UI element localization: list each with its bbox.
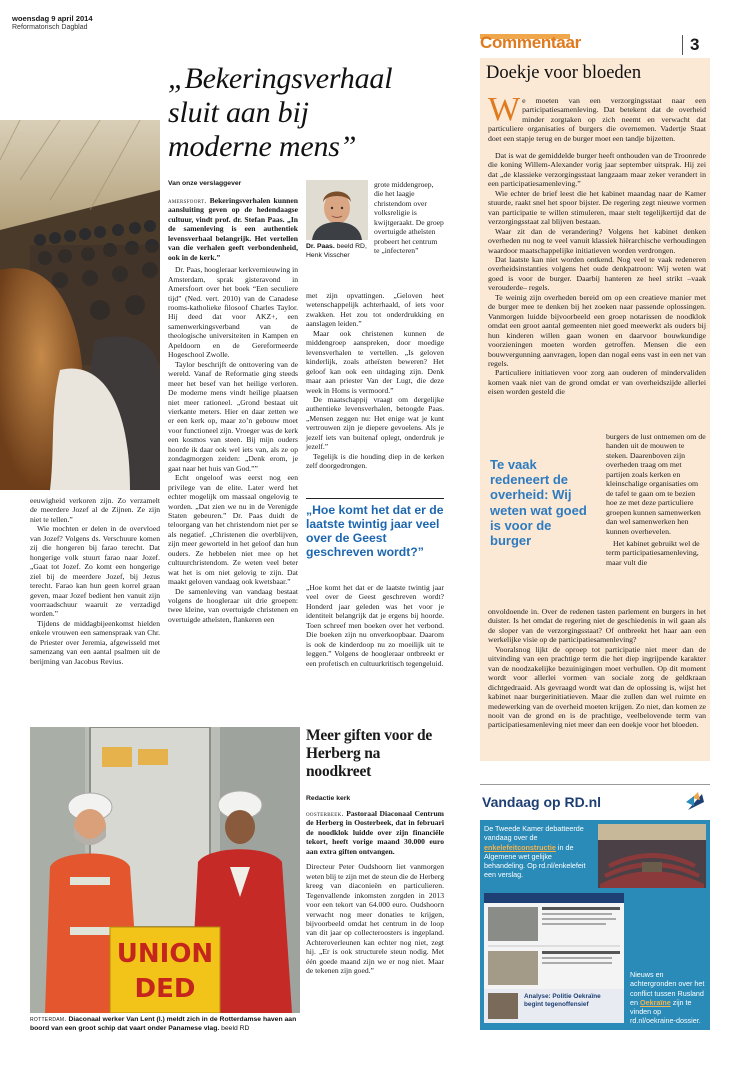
section-label: Commentaar (480, 33, 581, 52)
commentary-first-para: e moeten van een verzorgingsstaat naar een participatiesamenleving. Dat betekent dat de overheid minder zorgtaken op zich neemt en verwacht dat particuliere organisaties of burgers die overnemen. Vadertje Staat doet een stapje terug en de burger moet een tandje bijzetten. (488, 96, 706, 143)
harbour-photo-image (30, 727, 300, 1013)
herberg-body (306, 809, 444, 976)
issue-date: woensdag 9 april 2014 (12, 14, 93, 23)
harbour-photo (30, 727, 300, 1013)
website-screenshot (484, 893, 624, 1023)
main-paragraph: Echt ongeloof was eerst nog een privilege van de elite. Later werd het echter mogelijk om massaal ongelovig te worden. „Dat zien we nu in de Verenigde Staten gebeuren.” Dr. Paas duidt de teloorgang van het christendom niet per se als negatief. „Christenen die overblijven, zijn meer geworteld in het geloof dan hun ouders. Ze hebbelen niet mee op het cultuurchristendom. Ze weten veel beter wat het is om niet gelovig te zijn. Dat maakt geloven vandaag ook kwetsbaar.” (168, 473, 298, 587)
sign-text-ded: DED (134, 974, 196, 1004)
main-byline: Van onze verslaggever (168, 180, 242, 187)
harbour-caption-text: Diaconaal werker Van Lent (l.) meldt zich in de Rotterdamse haven aan boord van een groot schip dat vaart onder Panamese vlag. (30, 1016, 297, 1032)
rd-box-bottom-post: zijn te vinden op rd.nl/oekraine-dossier. (630, 997, 701, 1026)
herberg-lead: Pastoraal Diaconaal Centrum de Herberg in Oosterbeek, dat in februari de noodklok luidde over zijn financiële tekort, heeft vorige maand 30.000 euro aan extra giften ontvangen. (306, 809, 444, 856)
harbour-caption-credit: beeld RD (221, 1024, 250, 1032)
website-screenshot-heading: Analyse: Politie Oekraïne begint tegenoffensief (524, 993, 601, 1008)
main-dateline: amersfoort. (168, 196, 207, 205)
parliament-image (598, 824, 706, 888)
commentary-paragraph: Particuliere initiatieven voor zorg aan ouderen of mindervaliden komen vaak niet van de grond omdat er van overheidszijde allerlei eisen worden gesteld die (488, 368, 706, 397)
portrait-image (306, 180, 368, 240)
parliament-photo (598, 824, 706, 888)
portrait-caption-credit: beeld RD, Henk Visscher (306, 243, 367, 259)
main-paragraph: De maatschappij vraagt om dergelijke authentieke levensverhalen, betoogde Paas. „Mensen zeggen nu: Het enige wat je kunt vertrouwen zijn je diepere gevoelens. Als je jezelf iets van buitenaf oplegt, onderdruk je jezelf.” (306, 394, 444, 452)
pullquote-rule-top (306, 498, 444, 499)
main-headline: „Bekeringsverhaal sluit aan bij moderne mens” (168, 62, 393, 163)
rd-box-bottom-text (630, 970, 708, 1026)
commentary-paragraph: Dat laatste kan niet worden ontkend. Nog veel te vaak redeneren overheidsinstanties volgens het oude denkpatroon: Wij weten wat goed is voor de burger. Daarbij hanteren ze heel strikt –vaak verouderde– regels. (488, 254, 706, 293)
commentary-paragraph: Dat is wat de gemiddelde burger heeft onthouden van de Troonrede die koning Willem-Alexander vorig jaar september uitsprak. Hij zei dat „de klassieke verzorgingsstaat langzaam maar zeker verandert in een participatiesamenleving.” (488, 151, 706, 189)
rd-box-text-pre: De Tweede Kamer debatteerde vandaag over de (484, 824, 584, 843)
herberg-paragraph: Directeur Peter Oudshoorn liet vanmorgen weten blij te zijn met de steun die de Herberg kreeg van diaconieën en particulieren. Tegenvallende inkomsten zorgden in 2013 voor een tekort van 64.000 euro. Oudshoorn verwacht nog meer donaties te krijgen, bijvoorbeeld omdat het centrum in de loop van dit jaar op collecteroosters is ingepland. Achteroverleunen kan echter nog niet, zegt hij. „Er is ook structurele steun nodig. Met één goede maand zijn we er nog niet. Maar de tekenen zijn goed.” (306, 862, 444, 976)
rd-box-bottom-link[interactable]: Oekraïne (640, 997, 671, 1007)
harbour-photo-caption (30, 1016, 300, 1033)
rd-box-text (484, 824, 594, 880)
commentary-narrow-text-2: Het kabinet gebruikt wel de term participatiesamenleving, maar vult die (606, 538, 700, 567)
main-column-3-narrow: grote middengroep, die het laagje christendom over volksreligie is kwijtgeraakt. De groep overtuigde atheïsten probeert het centrum te „infecteren” (374, 180, 444, 256)
main-paragraph: Tegelijk is die houding diep in de kerken zelf doorgedrongen. (306, 451, 444, 471)
commentary-body-b (488, 607, 706, 730)
page-number: 3 (690, 35, 700, 54)
herberg-byline: Redactie kerk (306, 795, 351, 802)
main-pull-quote: „Hoe komt het dat er de laatste twintig jaar veel over de Geest geschreven wordt?” (306, 503, 444, 559)
commentary-pull-quote: Te vaak redeneert de overheid: Wij weten wat goed is voor de burger (490, 457, 587, 549)
portrait-photo (306, 180, 368, 240)
main-article-after-quote (306, 583, 444, 668)
rd-box-text-post: in de Algemene wet gelijke behandeling. Op rd.nl/enkelefeit een verslag. (484, 842, 586, 880)
herberg-headline: Meer giften voor de Herberg na noodkreet (306, 727, 433, 780)
main-lead: Bekeringsverhalen kunnen aansluiting geven op de hedendaagse cultuur, vindt prof. dr. Stefan Paas. „In de samenleving is een authentiek levensverhaal belangrijk. Het vertellen van die verhalen geeft verbondenheid, ook in de kerk.” (168, 196, 298, 262)
main-paragraph: „Hoe komt het dat er de laatste twintig jaar veel over de Geest geschreven wordt? Honderd jaar geleden was het voor je identiteit belangrijk dat je ergens bij hoorde. Toen schreef men boeken over het verbond. Die boeken zijn nu onverkoopbaar. Daarom is ook de kinderdoop nu zo moeilijk uit te leggen.” Volgens de hoogleraar ontbreekt er een profetisch en cultuurkritisch tegengeluid. (306, 583, 444, 668)
main-paragraph: Taylor beschrijft de onttovering van de wereld. Vanaf de Reformatie ging steeds meer het besef van het heilige verloren. De moderne mens vindt heilige plaatsen niet meer rationeel. „Grond bestaat uit vierkante meters. Hier en daar zetten we er een kerk op, maar zo’n gebouw moet voor functioneel zijn. Vroeger was de kerk een kosmos van steen. Bij mijn ouders hoorde ik daar ook wel iets van, als ze op zondagmorgen zeiden: „Denk erom, je gaat naar het huis van God.”” (168, 359, 298, 473)
sign-text-union: UNION (116, 939, 214, 969)
herberg-dateline: oosterbeek. (306, 809, 344, 818)
commentary-narrow-text: burgers de lust ontnemen om de handen uit de mouwen te steken. Daarenboven zijn overheden traag om met partijen zoals kerken en kleinschalige organisaties om de tafel te gaan om te bezien hoe ze met deze particuliere groepen kunnen samenwerken dan wel samenwerken hen kunnen overhevelen. (606, 432, 706, 536)
commentary-narrow (606, 432, 706, 567)
main-paragraph: Tijdens de middagbijeenkomst hielden enkele vrouwen een samenspraak van Chr. de Priester over Jeremia, afgewisseld met samenzang van een aantal psalmen uit de berijming van Jacobus Revius. (30, 618, 160, 666)
commentary-paragraph: Wie echter de brief leest die het kabinet maandag naar de Kamer stuurde, raakt snel het spoor bijster. De regering zegt nieuwe vormen van participatie te willen stimuleren, maar stelt tegelijkertijd dat de verzorgingsstaat zal blijven bestaan. (488, 188, 706, 227)
main-article-column-3 (306, 291, 444, 471)
audience-photo-image (0, 120, 160, 490)
commentary-paragraph: Te weinig zijn overheden bereid om op een creatieve manier met de burger mee te denken bij het zoeken naar passende oplossingen. Vanmorgen luidde bijvoorbeeld een groep notarissen de noodklok omdat een groot aantal gemeenten niet goed meewerkt als ouders bij hun kinderen willen gaan wonen en daarvoor bouwkundige voorzieningen moeten worden getroffen. Mensen die een bouwvergunning aanvragen, lopen dan nogal eens vast in een net van regels. (488, 292, 706, 368)
main-article-column-1 (30, 496, 160, 666)
harbour-caption-place: rotterdam. (30, 1016, 67, 1023)
commentary-intro (488, 91, 706, 143)
rd-box-rule (480, 784, 710, 785)
commentary-body-a (488, 151, 706, 397)
commentary-paragraph: Vooralsnog lijkt de oproep tot participatie niet meer dan de uitvinding van een prachtige term die het diep ingrijpende karakter van de noodzakelijke bezuinigingen moet verhullen. Op dit moment wordt voor allerlei vormen van sociale zorg de geldkraan dichtgedraaid. Als gevraagd wordt wat dan de oplossing is, wijst het kabinet naar burgerinitiatieven. Maar die zullen dan wel ruimte en medewerking van de overheid moeten krijgen. Zo niet, dan komen ze nooit van de grond en is de prachtige, veelbelovende term van participatiesamenleving niet meer dan een doekje voor het bloeden. (488, 644, 706, 730)
rd-box-title: Vandaag op RD.nl (482, 794, 602, 810)
commentary-dropcap: W (488, 91, 521, 128)
rd-logo-icon (684, 790, 706, 812)
commentary-paragraph: Waar zit dan de verandering? Volgens het kabinet denken overheden nu nog te veel vanuit klassiek hiërarchische verhoudingen waardoor maatschappelijke initiatieven worden verdrongen. (488, 226, 706, 255)
commentary-title: Doekje voor bloeden (486, 63, 642, 83)
commentary-paragraph: onvoldoende in. Over de redenen tasten parlement en burgers in het duister. Is het omdat de regering niet de geschiedenis in wil gaan als de sloper van de verzorgingsstaat? Of ontbreekt het haar aan een werkelijke visie op de participatiesamenleving? (488, 607, 706, 645)
portrait-caption-name: Dr. Paas. (306, 243, 335, 250)
main-article-column-2 (168, 196, 298, 624)
audience-photo (0, 120, 160, 490)
main-paragraph: De samenleving van vandaag bestaat volgens de hoogleraar uit drie groepen: twee kleine, van overtuigde christenen en overtuigde atheïsten, flankeren een (168, 586, 298, 624)
main-paragraph: Wie mochten er delen in de overvloed van Jozef? Volgens ds. Verschuure komen zij die hongeren bij farao terecht. Dat hongerige volk stuurt farao naar Jozef. „Gaat tot Jozef. Zo komt een hongerige ziel bij de meerdere Jozef, bij Jezus terecht. Farao kan hun geen korrel graan geven, maar Jozef bedient hen vanuit zijn voorraadschuur waaruit ze verzadigd worden.” (30, 524, 160, 619)
main-paragraph: Dr. Paas, hoogleraar kerkvernieuwing in Amsterdam, sprak gisteravond in Amersfoort over het boek “Een seculiere tijd” (Ned. vert. 2010) van de Canadese rooms-katholieke filosoof Charles Taylor. Hij deed dat voor AKZ+, een samenwerkingsverband van de theologische universiteiten in Kampen en Apeldoorn en de Gereformeerde Hogeschool Zwolle. (168, 265, 298, 360)
masthead-divider (682, 35, 683, 55)
rd-box-link[interactable]: enkelefeitconstructie (484, 842, 556, 852)
main-paragraph: Maar ook christenen kunnen de middengroep aanspreken, door moedige levensverhalen te vertellen. „Is geloven kinderlijk, zoals atheïsten beweren? Het geloof kan ook een uitdaging zijn. Denk maar aan priester Van der Lugt, die deze week in Homs is vermoord.” (306, 328, 444, 395)
newspaper-name: Reformatorisch Dagblad (12, 24, 88, 31)
portrait-caption (306, 243, 368, 260)
main-paragraph: met zijn opvattingen. „Geloven heet wetenschappelijk achterhaald, of iets voor zwakken. Het zou tot onderdrukking en aanslagen leiden.” (306, 291, 444, 329)
rd-box-bottom-pre: Nieuws en achtergronden over het conflict tussen Rusland en (630, 970, 705, 1007)
main-paragraph: eeuwigheid verkoren zijn. Zo verzamelt de meerdere Jozef al de Zijnen. Ze zijn niet te tellen.” (30, 496, 160, 524)
